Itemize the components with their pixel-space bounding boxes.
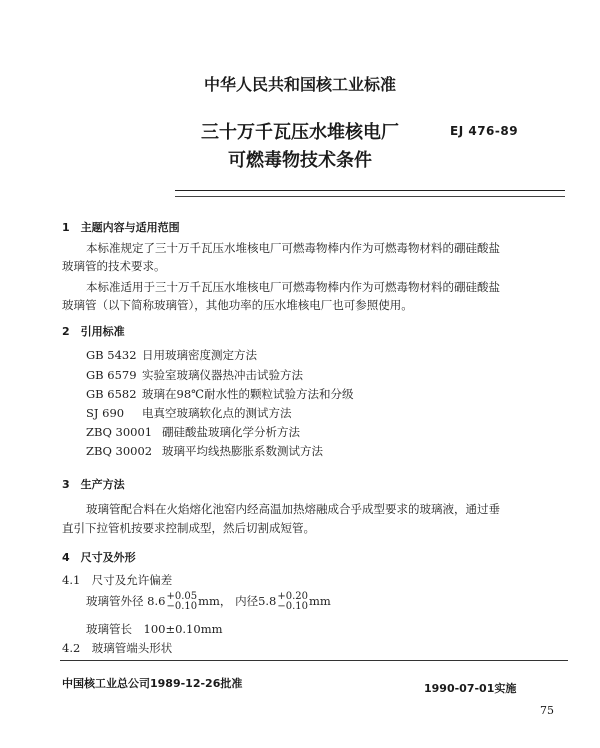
approval-statement: 中国核工业总公司1989-12-26批准 xyxy=(62,677,243,690)
reference-code: ZBQ 30001 xyxy=(86,425,153,439)
outer-diameter-value: 8.6 xyxy=(147,594,166,608)
header-rule-top xyxy=(175,190,565,191)
section-4-heading: 4 尺寸及外形 xyxy=(62,551,136,564)
page-number: 75 xyxy=(540,704,554,717)
reference-item xyxy=(86,443,323,459)
outer-diameter-spec xyxy=(86,592,331,612)
header-rule-bottom xyxy=(175,196,565,197)
outer-diameter-unit: mm， xyxy=(198,594,232,608)
reference-code: SJ 690 xyxy=(86,406,125,420)
section-3-line1: 玻璃管配合料在火焰熔化池窑内经高温加热熔融成合乎成型要求的玻璃液，通过垂 xyxy=(86,502,500,516)
section-1-para2-line1: 本标准适用于三十万千瓦压水堆核电厂可燃毒物棒内作为可燃毒物材料的硼硅酸盐 xyxy=(86,280,500,294)
reference-item xyxy=(86,367,303,383)
reference-title: 日用玻璃密度测定方法 xyxy=(142,348,257,362)
reference-item xyxy=(86,386,354,402)
section-2-heading: 2 引用标准 xyxy=(62,325,125,338)
reference-code: GB 6582 xyxy=(86,387,137,401)
reference-title: 玻璃在98℃耐水性的颗粒试验方法和分级 xyxy=(142,387,354,401)
reference-item xyxy=(86,424,300,440)
tolerance-upper: +0.05 xyxy=(166,591,198,602)
tolerance-lower: −0.10 xyxy=(166,601,198,612)
outer-diameter-tolerance xyxy=(166,592,197,612)
standard-code: EJ 476-89 xyxy=(450,124,519,138)
reference-title: 硼硅酸盐玻璃化学分析方法 xyxy=(162,425,300,439)
footer-rule xyxy=(60,660,568,661)
effective-date: 1990-07-01实施 xyxy=(424,682,517,695)
tolerance-upper: +0.20 xyxy=(277,591,309,602)
title-line-1: 三十万千瓦压水堆核电厂 xyxy=(201,122,399,143)
section-4-2-heading: 4.2 玻璃管端头形状 xyxy=(62,641,173,655)
section-1-heading: 1 主题内容与适用范围 xyxy=(62,221,180,234)
outer-diameter-label: 玻璃管外径 xyxy=(86,594,144,608)
reference-item xyxy=(86,347,257,363)
tube-length-spec: 玻璃管长 100±0.10mm xyxy=(86,622,223,636)
reference-title: 实验室玻璃仪器热冲击试验方法 xyxy=(142,368,303,382)
inner-diameter-label: 内径5.8 xyxy=(235,594,277,608)
inner-diameter-tolerance xyxy=(277,592,308,612)
reference-code: ZBQ 30002 xyxy=(86,444,153,458)
section-1-para1-line2: 玻璃管的技术要求。 xyxy=(62,259,166,273)
reference-title: 电真空玻璃软化点的测试方法 xyxy=(142,406,292,420)
reference-title: 玻璃平均线热膨胀系数测试方法 xyxy=(162,444,323,458)
section-3-line2: 直引下拉管机按要求控制成型，然后切割成短管。 xyxy=(62,521,315,535)
section-1-para2-line2: 玻璃管（以下简称玻璃管），其他功率的压水堆核电厂也可参照使用。 xyxy=(62,298,413,312)
standard-category: 中华人民共和国核工业标准 xyxy=(203,75,396,94)
reference-code: GB 6579 xyxy=(86,368,137,382)
section-1-para1-line1: 本标准规定了三十万千瓦压水堆核电厂可燃毒物棒内作为可燃毒物材料的硼硅酸盐 xyxy=(86,241,500,255)
inner-diameter-unit: mm xyxy=(309,594,331,608)
reference-code: GB 5432 xyxy=(86,348,137,362)
reference-item xyxy=(86,405,292,421)
title-line-2: 可燃毒物技术条件 xyxy=(228,150,372,171)
section-4-1-heading: 4.1 尺寸及允许偏差 xyxy=(62,573,173,587)
tolerance-lower: −0.10 xyxy=(277,601,309,612)
section-3-heading: 3 生产方法 xyxy=(62,478,125,491)
